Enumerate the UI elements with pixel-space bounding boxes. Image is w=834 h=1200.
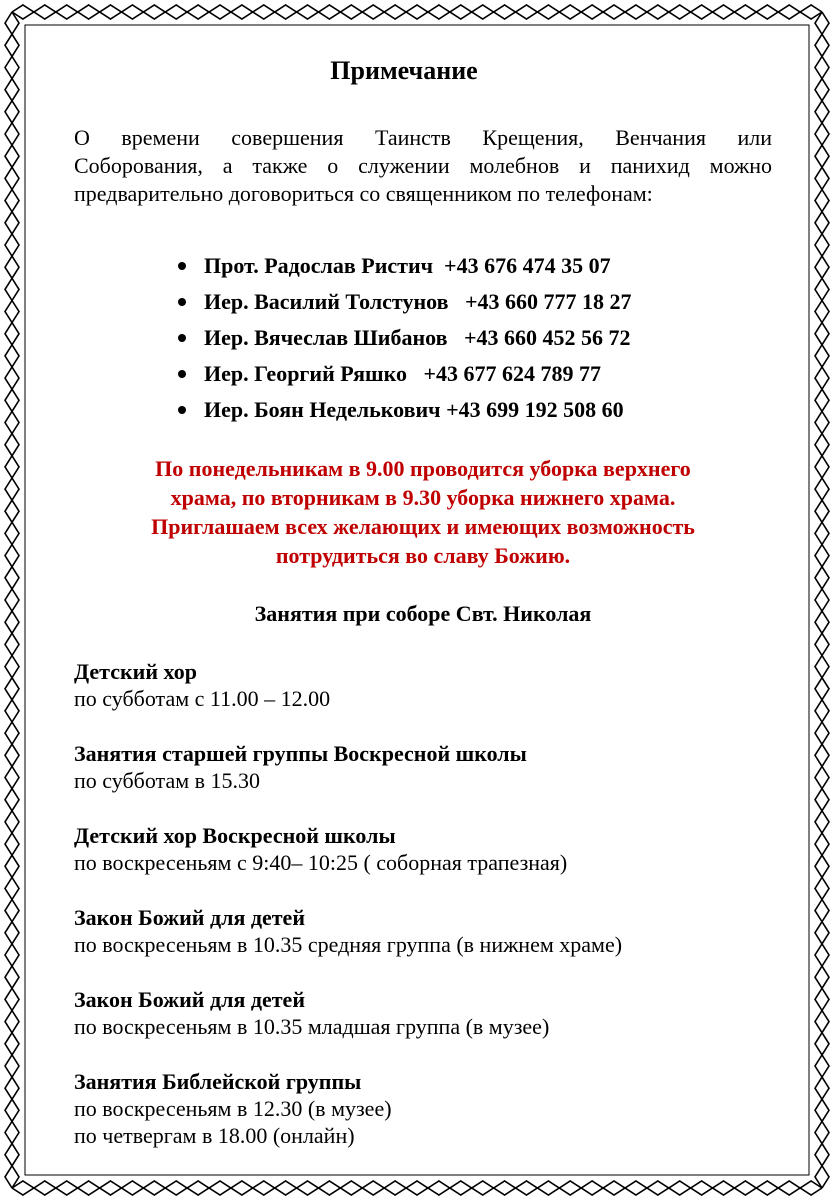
class-schedule: по воскресеньям с 9:40– 10:25 ( соборная трапезная) <box>74 850 568 875</box>
notice-line: Приглашаем всех желающих и имеющих возможность <box>151 514 695 539</box>
class-name: Детский хор <box>74 659 197 684</box>
class-entry <box>74 904 772 958</box>
class-name: Занятия старшей группы Воскресной школы <box>74 741 527 766</box>
notice-line: потрудиться во славу Божию. <box>275 543 571 568</box>
border-zigzag <box>12 1181 822 1188</box>
class-name: Детский хор Воскресной школы <box>74 823 396 848</box>
class-name: Занятия Библейской группы <box>74 1069 362 1094</box>
border-zigzag <box>815 12 822 1188</box>
class-schedule: по воскресеньям в 10.35 младшая группа (в музее) <box>74 1014 550 1039</box>
class-entry <box>74 740 772 794</box>
border-zigzag <box>12 5 822 12</box>
class-name: Закон Божий для детей <box>74 905 305 930</box>
class-schedule: по воскресеньям в 10.35 средняя группа (в нижнем храме) <box>74 932 623 957</box>
priest-contact-item: Иер. Василий Толстунов +43 660 777 18 27 <box>178 284 738 320</box>
priest-contact-list <box>178 248 738 428</box>
class-schedule: по субботам в 15.30 <box>74 768 261 793</box>
intro-paragraph <box>74 124 772 208</box>
intro-line: О времени совершения Таинств Крещения, Венчания или <box>74 125 772 150</box>
border-zigzag <box>5 12 12 1188</box>
class-entry <box>74 822 772 876</box>
border-zigzag <box>12 12 822 19</box>
class-entry <box>74 986 772 1040</box>
notice-line: храма, по вторникам в 9.30 уборка нижнего храма. <box>170 485 676 510</box>
class-name: Закон Божий для детей <box>74 987 305 1012</box>
priest-contact-item: Иер. Вячеслав Шибанов +43 660 452 56 72 <box>178 320 738 356</box>
class-schedule: по субботам с 11.00 – 12.00 <box>74 686 331 711</box>
class-entry <box>74 1068 772 1149</box>
classes-heading: Занятия при соборе Свт. Николая <box>254 601 592 626</box>
class-schedule: по воскресеньям в 12.30 (в музее) <box>74 1096 392 1121</box>
class-schedule: по четвергам в 18.00 (онлайн) <box>74 1123 355 1148</box>
border-zigzag <box>12 1188 822 1195</box>
intro-line: Соборования, а также о служении молебнов и панихид можно <box>74 153 772 178</box>
priest-contact-item: Прот. Радослав Ристич +43 676 474 35 07 <box>178 248 738 284</box>
classes-list <box>74 658 772 1177</box>
notice-line: По понедельникам в 9.00 проводится уборка верхнего <box>155 456 691 481</box>
priest-contact-item: Иер. Боян Неделькович +43 699 192 508 60 <box>178 392 738 428</box>
cleaning-notice <box>74 454 772 570</box>
border-zigzag <box>822 12 829 1188</box>
class-entry <box>74 658 772 712</box>
intro-line: предварительно договориться со священником по телефонам: <box>74 181 653 206</box>
priest-contact-item: Иер. Георгий Ряшко +43 677 624 789 77 <box>178 356 738 392</box>
page-title: Примечание <box>330 56 478 85</box>
border-zigzag <box>12 12 19 1188</box>
